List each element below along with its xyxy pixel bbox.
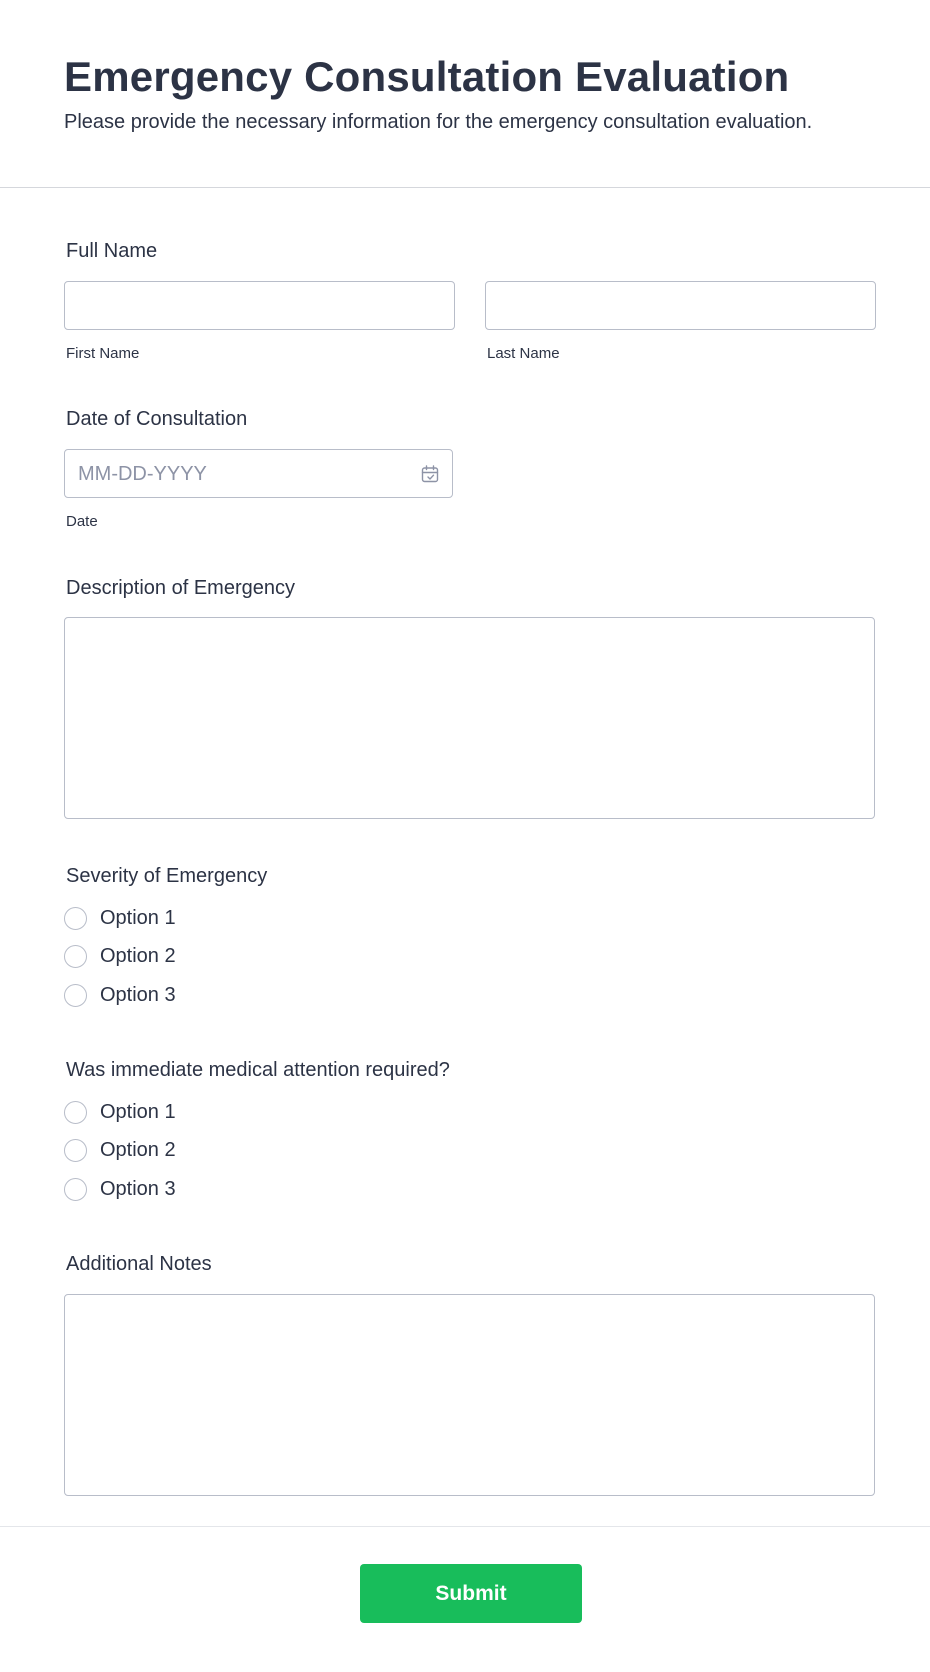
- footer-divider: [0, 1526, 930, 1527]
- severity-option-3[interactable]: [64, 981, 176, 1009]
- date-of-consultation-label: Date of Consultation: [66, 408, 248, 430]
- first-name-input[interactable]: [64, 281, 455, 330]
- medical-attention-option-1[interactable]: [64, 1098, 176, 1126]
- radio-button[interactable]: [64, 907, 87, 930]
- radio-label: Option 1: [100, 907, 176, 929]
- calendar-icon[interactable]: [420, 464, 440, 484]
- medical-attention-option-3[interactable]: [64, 1175, 176, 1203]
- last-name-sublabel: Last Name: [487, 345, 560, 362]
- severity-option-2[interactable]: [64, 942, 176, 970]
- submit-button[interactable]: Submit: [360, 1564, 582, 1623]
- radio-label: Option 3: [100, 984, 176, 1006]
- radio-button[interactable]: [64, 1139, 87, 1162]
- form-title: Emergency Consultation Evaluation: [64, 53, 790, 100]
- medical-attention-option-2[interactable]: [64, 1136, 176, 1164]
- additional-notes-textarea[interactable]: [64, 1294, 875, 1496]
- description-textarea[interactable]: [64, 617, 875, 819]
- radio-label: Option 3: [100, 1178, 176, 1200]
- radio-label: Option 2: [100, 945, 176, 967]
- full-name-label: Full Name: [66, 240, 158, 262]
- medical-attention-label: Was immediate medical attention required?: [66, 1059, 450, 1081]
- form-header: [0, 0, 930, 188]
- radio-button[interactable]: [64, 1101, 87, 1124]
- date-input[interactable]: [64, 449, 453, 498]
- date-sublabel: Date: [66, 513, 98, 530]
- radio-button[interactable]: [64, 945, 87, 968]
- date-placeholder: MM-DD-YYYY: [78, 463, 207, 485]
- radio-button[interactable]: [64, 984, 87, 1007]
- first-name-sublabel: First Name: [66, 345, 140, 362]
- last-name-input[interactable]: [485, 281, 876, 330]
- description-label: Description of Emergency: [66, 577, 295, 599]
- form-subtitle: Please provide the necessary information for the emergency consultation evaluation.: [64, 111, 813, 133]
- severity-label: Severity of Emergency: [66, 865, 268, 887]
- radio-label: Option 1: [100, 1101, 176, 1123]
- severity-option-1[interactable]: [64, 904, 176, 932]
- radio-label: Option 2: [100, 1139, 176, 1161]
- radio-button[interactable]: [64, 1178, 87, 1201]
- additional-notes-label: Additional Notes: [66, 1253, 212, 1275]
